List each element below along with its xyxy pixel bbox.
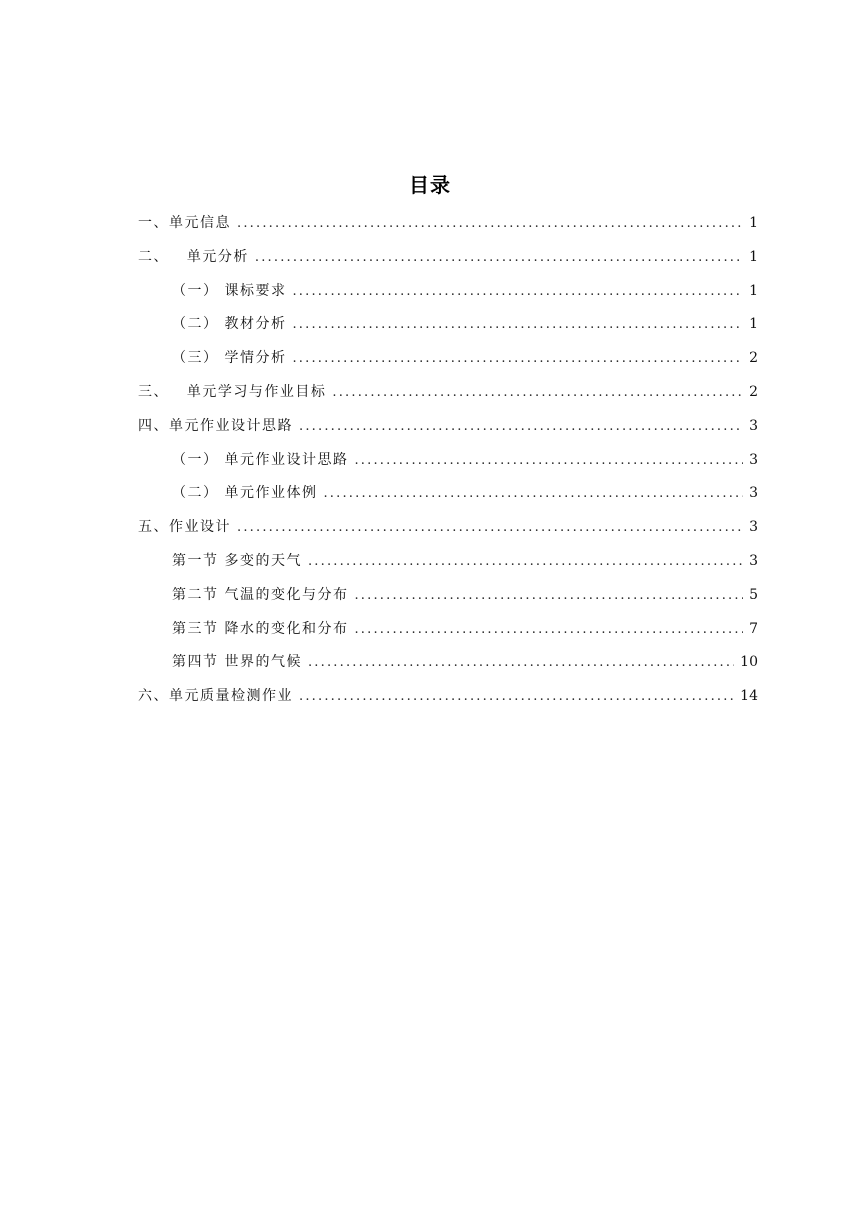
toc-entry-text: （一） 单元作业设计思路 bbox=[172, 451, 349, 468]
toc-entry-page: 5 bbox=[749, 586, 758, 603]
toc-dot-leader bbox=[354, 613, 743, 647]
toc-entry-text: （一） 课标要求 bbox=[172, 282, 287, 299]
toc-entry-page: 3 bbox=[749, 451, 758, 468]
toc-entry[interactable] bbox=[138, 275, 758, 309]
toc-entry[interactable] bbox=[138, 545, 758, 579]
toc-entry-text: 四、单元作业设计思路 bbox=[138, 417, 293, 434]
toc-entry-page: 1 bbox=[749, 282, 758, 299]
toc-entry-page: 10 bbox=[740, 654, 758, 671]
toc-dot-leader bbox=[308, 545, 743, 579]
toc-list bbox=[138, 207, 758, 714]
toc-entry-text: （二） 教材分析 bbox=[172, 316, 287, 333]
toc-entry-page: 3 bbox=[749, 519, 758, 536]
toc-dot-leader bbox=[299, 680, 734, 714]
toc-entry-page: 7 bbox=[749, 620, 758, 637]
toc-dot-leader bbox=[292, 308, 743, 342]
toc-entry-text: 第二节 气温的变化与分布 bbox=[172, 586, 349, 603]
toc-dot-leader bbox=[237, 207, 743, 241]
toc-entry[interactable] bbox=[138, 477, 758, 511]
toc-entry-page: 3 bbox=[749, 417, 758, 434]
toc-entry-page: 2 bbox=[749, 350, 758, 367]
toc-dot-leader bbox=[292, 342, 743, 376]
toc-dot-leader bbox=[354, 444, 743, 478]
toc-entry-text: 六、单元质量检测作业 bbox=[138, 688, 293, 705]
toc-dot-leader bbox=[323, 477, 743, 511]
toc-entry-text: 三、 单元学习与作业目标 bbox=[138, 383, 327, 400]
toc-entry[interactable] bbox=[138, 579, 758, 613]
toc-entry[interactable] bbox=[138, 646, 758, 680]
toc-entry[interactable] bbox=[138, 241, 758, 275]
toc-entry[interactable] bbox=[138, 308, 758, 342]
toc-dot-leader bbox=[354, 579, 743, 613]
toc-entry-text: （二） 单元作业体例 bbox=[172, 485, 318, 502]
toc-entry-page: 14 bbox=[740, 688, 758, 705]
toc-entry[interactable] bbox=[138, 207, 758, 241]
toc-dot-leader bbox=[237, 511, 743, 545]
toc-entry-page: 3 bbox=[749, 552, 758, 569]
toc-entry[interactable] bbox=[138, 680, 758, 714]
toc-entry[interactable] bbox=[138, 410, 758, 444]
toc-dot-leader bbox=[255, 241, 743, 275]
toc-entry[interactable] bbox=[138, 342, 758, 376]
toc-dot-leader bbox=[332, 376, 743, 410]
toc-entry-page: 1 bbox=[749, 316, 758, 333]
toc-title: 目录 bbox=[409, 173, 451, 197]
toc-entry[interactable] bbox=[138, 376, 758, 410]
toc-entry-text: 五、作业设计 bbox=[138, 519, 231, 536]
toc-entry-text: （三） 学情分析 bbox=[172, 350, 287, 367]
toc-entry-page: 2 bbox=[749, 383, 758, 400]
toc-entry[interactable] bbox=[138, 444, 758, 478]
toc-entry-text: 二、 单元分析 bbox=[138, 248, 249, 265]
toc-entry-text: 第三节 降水的变化和分布 bbox=[172, 620, 349, 637]
toc-dot-leader bbox=[292, 275, 743, 309]
toc-dot-leader bbox=[308, 646, 734, 680]
toc-entry-text: 第四节 世界的气候 bbox=[172, 654, 302, 671]
toc-entry[interactable] bbox=[138, 511, 758, 545]
toc-entry[interactable] bbox=[138, 613, 758, 647]
toc-entry-page: 3 bbox=[749, 485, 758, 502]
toc-entry-text: 第一节 多变的天气 bbox=[172, 552, 302, 569]
toc-entry-page: 1 bbox=[749, 248, 758, 265]
toc-dot-leader bbox=[299, 410, 743, 444]
toc-entry-text: 一、单元信息 bbox=[138, 215, 231, 231]
toc-entry-page: 1 bbox=[749, 215, 758, 231]
